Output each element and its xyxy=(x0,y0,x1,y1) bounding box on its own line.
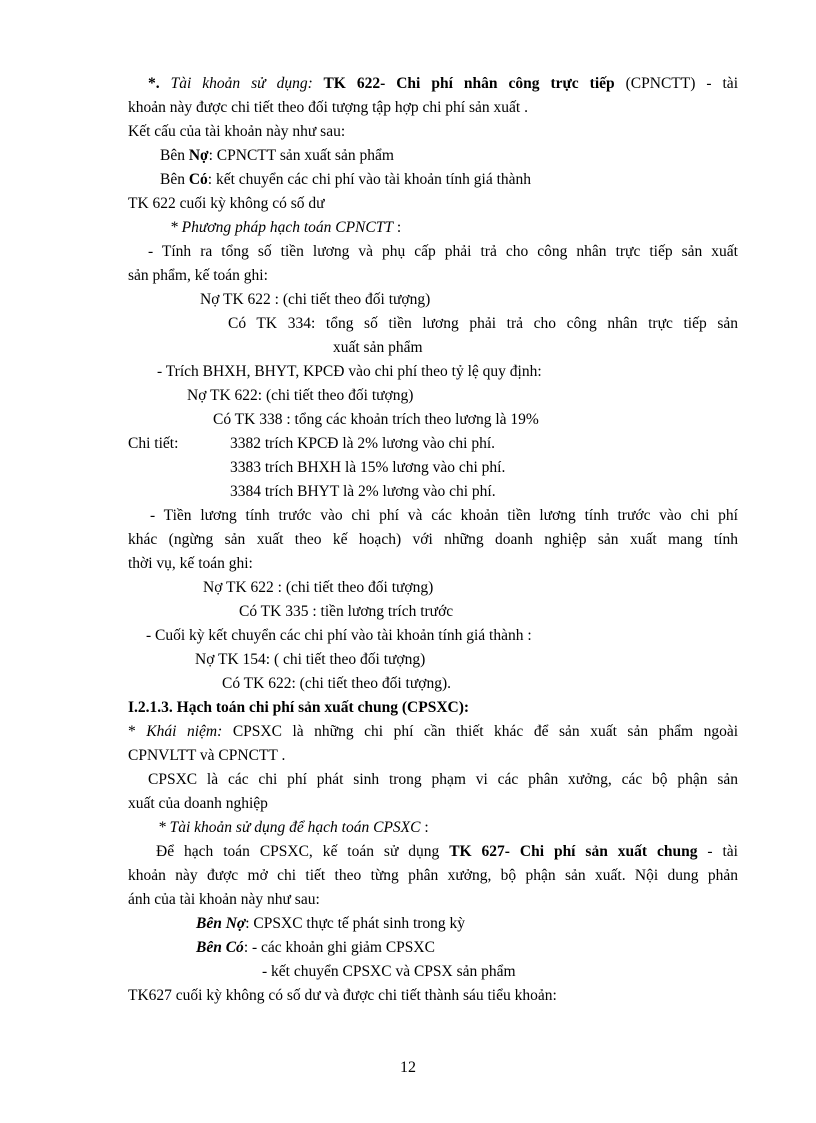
paragraph-line: Có TK 334: tổng số tiền lương phải trả cho công nhân trực tiếp sản xyxy=(228,315,738,332)
text-run: - tài xyxy=(697,843,738,860)
text-run: * Phương pháp hạch toán CPNCTT xyxy=(170,219,393,236)
paragraph-line: thời vụ, kế toán ghi: xyxy=(128,555,253,572)
section-heading: I.2.1.3. Hạch toán chi phí sản xuất chung (CPSXC): xyxy=(128,699,470,716)
text-run: * Tài khoản sử dụng để hạch toán CPSXC xyxy=(158,819,421,836)
paragraph-line: 3384 trích BHYT là 2% lương vào chi phí. xyxy=(230,483,496,500)
text-run: : xyxy=(392,219,402,236)
text-run: *. xyxy=(148,75,171,92)
text-run: Khái niệm: xyxy=(146,723,223,740)
paragraph-line: Kết cấu của tài khoản này như sau: xyxy=(128,123,346,140)
paragraph-line xyxy=(196,936,806,960)
paragraph-line: TK627 cuối kỳ không có số dư và được chi tiết thành sáu tiểu khoản: xyxy=(128,987,557,1004)
paragraph-line: TK 622 cuối kỳ không có số dư xyxy=(128,195,325,212)
text-run: (CPNCTT) - tài xyxy=(614,75,738,92)
text-run: : CPSXC thực tế phát sinh trong kỳ xyxy=(245,915,466,932)
paragraph-line: khác (ngừng sản xuất theo kế hoạch) với những doanh nghiệp sản xuất mang tính xyxy=(128,531,738,548)
paragraph-line: - Tính ra tổng số tiền lương và phụ cấp phải trả cho công nhân trực tiếp sản xuất xyxy=(148,243,738,260)
paragraph-line: xuất của doanh nghiệp xyxy=(128,795,268,812)
paragraph-line xyxy=(160,144,770,168)
text-run: Tài khoản sử dụng: xyxy=(170,75,313,92)
paragraph-line: - Trích BHXH, BHYT, KPCĐ vào chi phí theo tỷ lệ quy định: xyxy=(157,363,542,380)
paragraph-line: ánh của tài khoản này như sau: xyxy=(128,891,320,908)
paragraph-line: khoản này được chi tiết theo đối tượng tập hợp chi phí sản xuất . xyxy=(128,99,528,116)
text-run: TK 622- Chi phí nhân công trực tiếp xyxy=(312,75,615,92)
paragraph-line xyxy=(148,72,738,96)
paragraph-line: Chi tiết: xyxy=(128,435,179,452)
paragraph-line xyxy=(160,168,770,192)
text-run: : CPNCTT sản xuất sản phẩm xyxy=(208,147,394,164)
text-run: : - các khoản ghi giảm CPSXC xyxy=(243,939,435,956)
paragraph-line: Có TK 338 : tổng các khoản trích theo lương là 19% xyxy=(213,411,539,428)
paragraph-line: Có TK 335 : tiền lương trích trước xyxy=(239,603,454,620)
text-run: : xyxy=(420,819,429,836)
paragraph-line: - kết chuyển CPSXC và CPSX sản phẩm xyxy=(262,963,516,980)
paragraph-line xyxy=(128,720,738,744)
paragraph-line: sản phẩm, kế toán ghi: xyxy=(128,267,268,284)
paragraph-line xyxy=(196,912,806,936)
paragraph-line: CPSXC là các chi phí phát sinh trong phạm vi các phân xưởng, các bộ phận sản xyxy=(148,771,738,788)
paragraph-line: xuất sản phẩm xyxy=(333,339,423,356)
paragraph-line: 3382 trích KPCĐ là 2% lương vào chi phí. xyxy=(230,435,495,452)
text-run: : kết chuyển các chi phí vào tài khoản tính giá thành xyxy=(207,171,532,188)
text-run: Bên xyxy=(160,147,189,164)
text-run: Bên xyxy=(160,171,189,188)
paragraph-line: Có TK 622: (chi tiết theo đối tượng). xyxy=(222,675,451,692)
text-run: * xyxy=(128,723,147,740)
text-run: Bên Nợ xyxy=(196,915,246,932)
text-run: Bên Có xyxy=(196,939,244,956)
page-number: 12 xyxy=(400,1059,416,1076)
paragraph-line xyxy=(156,840,738,864)
paragraph-line: CPNVLTT và CPNCTT . xyxy=(128,747,286,764)
text-run: TK 627- Chi phí sản xuất chung xyxy=(449,843,698,860)
paragraph-line: 3383 trích BHXH là 15% lương vào chi phí. xyxy=(230,459,506,476)
text-run: CPSXC là những chi phí cần thiết khác để sản xuất sản phẩm ngoài xyxy=(222,723,739,740)
paragraph-line: Nợ TK 154: ( chi tiết theo đối tượng) xyxy=(195,651,426,668)
paragraph-line: Nợ TK 622 : (chi tiết theo đối tượng) xyxy=(203,579,434,596)
paragraph-line: - Cuối kỳ kết chuyển các chi phí vào tài khoản tính giá thành : xyxy=(146,627,532,644)
paragraph-line: Nợ TK 622: (chi tiết theo đối tượng) xyxy=(187,387,414,404)
paragraph-line: khoản này được mở chi tiết theo từng phân xưởng, bộ phận sản xuất. Nội dung phản xyxy=(128,867,738,884)
text-run: Nợ xyxy=(188,147,209,164)
paragraph-line: Nợ TK 622 : (chi tiết theo đối tượng) xyxy=(200,291,431,308)
text-run: Có xyxy=(188,171,208,188)
paragraph-line xyxy=(170,216,780,240)
paragraph-line xyxy=(158,816,768,840)
text-run: Để hạch toán CPSXC, kế toán sử dụng xyxy=(156,843,450,860)
paragraph-line: - Tiền lương tính trước vào chi phí và các khoản tiền lương tính trước vào chi phí xyxy=(150,507,738,524)
